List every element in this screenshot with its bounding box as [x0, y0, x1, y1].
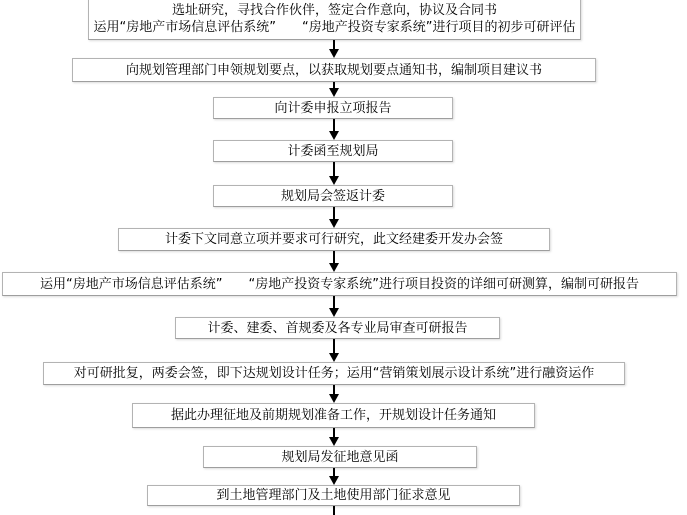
flow-node-3-line-1: 向计委申报立项报告 [274, 100, 392, 116]
arrow-head [329, 176, 339, 185]
flow-node-5 [213, 185, 453, 207]
flow-node-2-line-1: 向规划管理部门申领规划要点，以获取规划要点通知书，编制项目建议书 [125, 62, 542, 78]
flow-node-1-line-2: 运用“房地产市场信息评估系统” “房地产投资专家系统”进行项目的初步可研评估 [93, 20, 576, 35]
flow-node-11 [203, 446, 477, 468]
flow-node-10 [132, 403, 535, 428]
flow-node-7-line-1: 运用“房地产市场信息评估系统” “房地产投资专家系统”进行项目投资的详细可研测算，编制可研报告 [40, 276, 639, 292]
down-arrow-5 [329, 207, 339, 228]
flow-node-12-line-1: 到土地管理部门及土地使用部门征求意见 [216, 488, 451, 503]
flow-node-4-line-1: 计委函至规划局 [287, 143, 379, 159]
down-arrow-3 [329, 119, 339, 140]
arrow-head [329, 394, 339, 403]
flow-node-4 [213, 140, 453, 162]
down-arrow-7 [329, 296, 339, 317]
flow-node-6 [118, 228, 550, 251]
arrow-head [329, 263, 339, 272]
down-arrow-8 [329, 339, 339, 362]
down-arrow-2 [329, 82, 339, 97]
down-arrow-9 [329, 385, 339, 403]
flow-node-10-line-1: 据此办理征地及前期规划准备工作，开规划设计任务通知 [170, 408, 496, 423]
arrow-head [329, 219, 339, 228]
arrow-head [329, 437, 339, 446]
flow-node-8-line-1: 计委、建委、首规委及各专业局审查可研报告 [207, 320, 468, 336]
arrow-shaft [333, 339, 335, 354]
flow-node-8 [175, 317, 500, 339]
down-arrow-6 [329, 251, 339, 272]
flow-node-1 [88, 0, 581, 40]
arrow-head [329, 49, 339, 58]
flow-node-11-line-1: 规划局发征地意见函 [281, 449, 399, 465]
down-arrow-11 [329, 468, 339, 485]
down-arrow-1 [329, 40, 339, 58]
flow-node-5-line-1: 规划局会签返计委 [280, 188, 385, 204]
down-connector-tail [333, 506, 335, 515]
arrow-shaft [333, 162, 335, 177]
flow-node-7 [2, 272, 677, 296]
down-arrow-10 [329, 428, 339, 446]
arrow-head [329, 353, 339, 362]
arrow-head [329, 308, 339, 317]
arrow-shaft [333, 506, 335, 515]
flow-node-12 [147, 485, 520, 506]
flow-node-6-line-1: 计委下文同意立项并要求可行研究，此文经建委开发办会签 [164, 232, 503, 247]
down-arrow-4 [329, 162, 339, 185]
arrow-head [329, 131, 339, 140]
arrow-head [329, 476, 339, 485]
flow-node-9 [43, 362, 625, 385]
flow-node-3 [213, 97, 453, 119]
arrow-head [329, 88, 339, 97]
flow-node-1-line-1: 选址研究，寻找合作伙伴，签定合作意向，协议及合同书 [171, 3, 497, 18]
flow-node-2 [72, 58, 596, 82]
flow-node-9-line-1: 对可研批复，两委会签，即下达规划设计任务；运用“营销策划展示设计系统”进行融资运作 [73, 366, 595, 381]
